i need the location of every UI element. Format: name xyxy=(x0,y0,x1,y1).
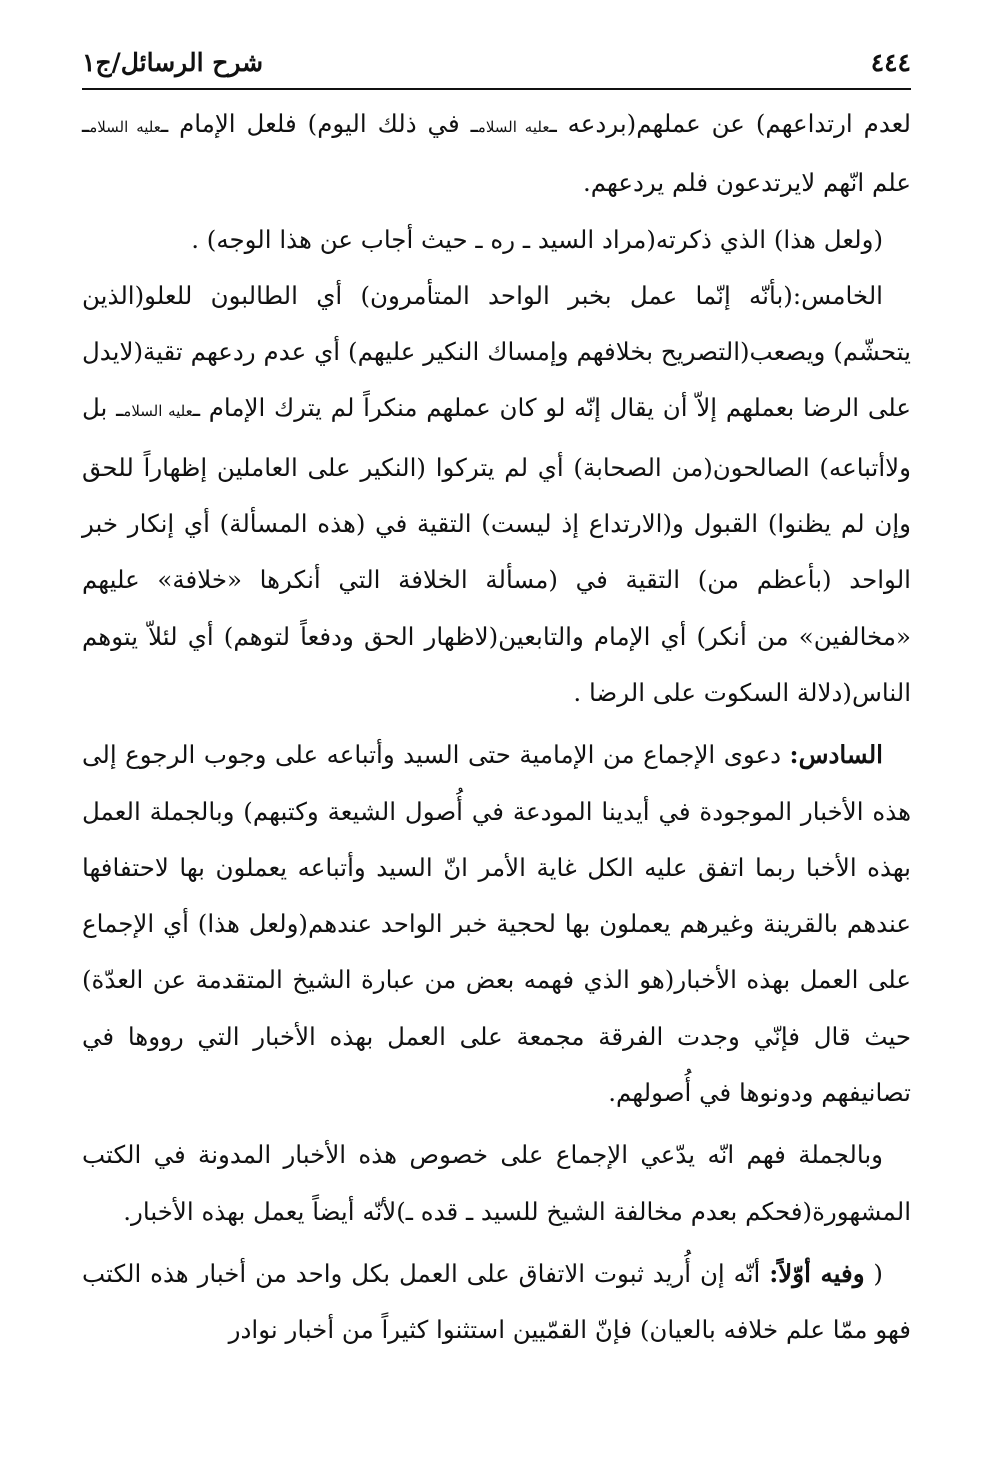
text-run: الخامس:(بأنّه إنّما عمل بخبر الواحد المتأمرون) أي الطالبون للعلو(الذين يتحشّم) ويصعب(التصريح بخلافهم وإمساك النكير عليهم) أي عدم ردعهم تقية(لايدل على الرضا بعملهم إلاّ أن يقال إنّه لو كان عملهم منكراً لم يترك الإمام ـ xyxy=(82,280,911,423)
running-header xyxy=(82,40,911,84)
text-run: ( xyxy=(873,1258,883,1288)
text-run: ـ علم انّهم لايرتدعون فلم يردعهم. xyxy=(82,109,911,198)
text-run: أنّه إن أُريد ثبوت الاتفاق على العمل بكل واحد من أخبار هذه الكتب فهو ممّا علم خلافه بالعيان) فإنّ القمّيين استثنوا كثيراً من أخبار نوادر xyxy=(82,1258,911,1345)
section-label: وفيه أوّلاً: xyxy=(769,1258,865,1288)
text-run: ـ بل ولاأتباعه) الصالحون(من الصحابة) أي لم يتركوا (النكير على العاملين إظهاراً للحق وإن لم يظنوا) القبول و(الارتداع إذ ليست) التقية في (هذه المسألة) أي إنكار خبر الواحد (بأعظم من) التقية في (مسألة الخلافة التي أنكرها «خلافة» عليهم «مخالفين» من أنكر) أي الإمام والتابعين(لاظهار الحق ودفعاً لتوهم) أي لئلاّ يتوهم الناس(دلالة السكوت على الرضا . xyxy=(82,393,911,707)
text-run: ـ في ذلك اليوم) فلعل الإمام ـ xyxy=(160,109,478,138)
paragraph-6 xyxy=(82,1246,911,1359)
page-number: ٤٤٤ xyxy=(870,47,911,77)
honorific: عليه السلام xyxy=(477,118,550,136)
paragraph-4 xyxy=(82,727,911,1121)
section-label: السادس: xyxy=(789,740,883,770)
running-title: شرح الرسائل/ج١ xyxy=(82,47,264,77)
paragraph-2: (ولعل هذا) الذي ذكرته(مراد السيد ـ ره ـ حيث أجاب عن هذا الوجه) . xyxy=(191,224,883,254)
body-text xyxy=(82,96,911,1359)
text-run: دعوى الإجماع من الإمامية حتى السيد وأتباعه على وجوب الرجوع إلى هذه الأخبار الموجودة في أيدينا المودعة في أُصول الشيعة وكتبهم) وبالجملة العمل بهذه الأخبا ربما اتفق عليه الكل غاية الأمر انّ السيد وأتباعه يعملون بها لاحتفافها عندهم بالقرينة وغيرهم يعملون بها لحجية خبر الواحد عندهم(ولعل هذا) أي الإجماع على العمل بهذه الأخبار(هو الذي فهمه بعض من عبارة الشيخ المتقدمة عن العدّة) حيث قال فإنّي وجدت الفرقة مجمعة على العمل بهذه الأخبار التي رووها في تصانيفهم ودونوها في أُصولهم. xyxy=(82,740,911,1108)
text-run: لعدم ارتداعهم) عن عملهم(بردعه ـ xyxy=(549,109,911,138)
paragraph-5: وبالجملة فهم انّه يدّعي الإجماع على خصوص هذه الأخبار المدونة في الكتب المشهورة(فحكم بعدم مخالفة الشيخ للسيد ـ قده ـ)لأنّه أيضاً يعمل بهذه الأخبار. xyxy=(82,1140,911,1226)
paragraph-3 xyxy=(82,268,911,721)
honorific: عليه السلام xyxy=(89,118,161,136)
header-rule xyxy=(82,88,911,90)
paragraph-1 xyxy=(82,96,911,212)
honorific: عليه السلام xyxy=(123,402,193,421)
